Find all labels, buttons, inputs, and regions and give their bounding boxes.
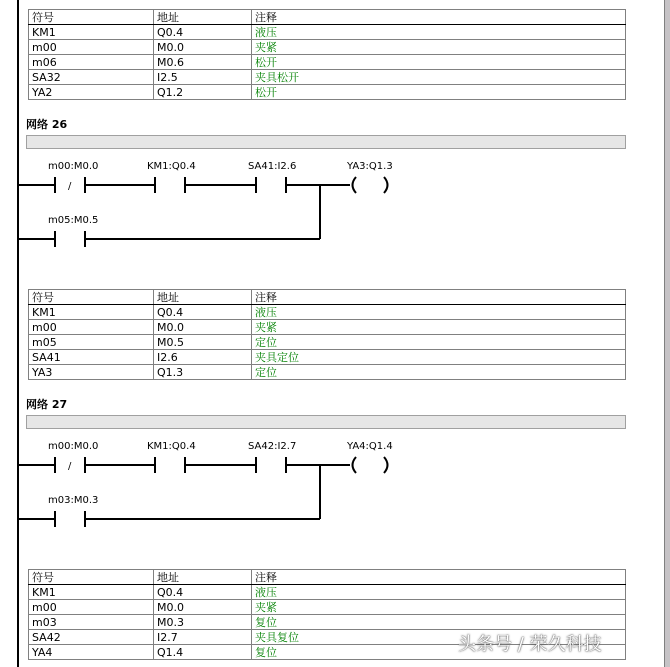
table-row[interactable] xyxy=(29,335,626,350)
contact-label-2: KM1:Q0.4 xyxy=(147,161,196,172)
cell-symbol: SA42 xyxy=(29,630,154,645)
contact-label-1: m00:M0.0 xyxy=(48,441,99,452)
header-address: 地址 xyxy=(154,290,252,305)
header-comment: 注释 xyxy=(252,290,626,305)
table-header-row xyxy=(29,10,626,25)
cell-comment: 复位 xyxy=(252,645,626,660)
coil-label: YA4:Q1.4 xyxy=(347,441,393,452)
table-row[interactable] xyxy=(29,615,626,630)
left-power-rail xyxy=(17,0,19,667)
cell-symbol: m03 xyxy=(29,615,154,630)
cell-address: Q1.2 xyxy=(154,85,252,100)
ladder-rung-26[interactable] xyxy=(0,150,420,260)
coil-right-arc xyxy=(384,457,388,473)
cell-address: Q0.4 xyxy=(154,585,252,600)
ladder-diagram-26 xyxy=(0,150,420,260)
cell-symbol: KM1 xyxy=(29,305,154,320)
table-row[interactable] xyxy=(29,55,626,70)
cell-address: M0.0 xyxy=(154,40,252,55)
cell-address: M0.0 xyxy=(154,320,252,335)
cell-address: Q1.4 xyxy=(154,645,252,660)
symbol-table-1 xyxy=(28,9,626,100)
table-row[interactable] xyxy=(29,365,626,380)
coil-left-arc xyxy=(353,177,357,193)
cell-comment: 夹具松开 xyxy=(252,70,626,85)
network-26-comment-bar[interactable] xyxy=(26,135,626,149)
cell-comment: 松开 xyxy=(252,85,626,100)
table-row[interactable] xyxy=(29,600,626,615)
table-row[interactable] xyxy=(29,350,626,365)
cell-symbol: m00 xyxy=(29,600,154,615)
header-address: 地址 xyxy=(154,570,252,585)
cell-symbol: m00 xyxy=(29,40,154,55)
cell-symbol: SA41 xyxy=(29,350,154,365)
cell-comment: 液压 xyxy=(252,585,626,600)
coil-label: YA3:Q1.3 xyxy=(347,161,393,172)
cell-comment: 夹具复位 xyxy=(252,630,626,645)
watermark-text: 头条号 / 荣久科技 xyxy=(458,634,602,655)
cell-symbol: YA4 xyxy=(29,645,154,660)
contact-label-3: SA41:I2.6 xyxy=(248,161,297,172)
cell-comment: 夹紧 xyxy=(252,320,626,335)
cell-symbol: m00 xyxy=(29,320,154,335)
cell-address: Q0.4 xyxy=(154,25,252,40)
cell-symbol: YA2 xyxy=(29,85,154,100)
table-header-row xyxy=(29,570,626,585)
cell-symbol: KM1 xyxy=(29,585,154,600)
cell-comment: 复位 xyxy=(252,615,626,630)
cell-address: M0.5 xyxy=(154,335,252,350)
cell-comment: 定位 xyxy=(252,365,626,380)
cell-comment: 松开 xyxy=(252,55,626,70)
table-row[interactable] xyxy=(29,320,626,335)
cell-address: M0.6 xyxy=(154,55,252,70)
nc-slash: / xyxy=(68,461,72,472)
cell-address: M0.0 xyxy=(154,600,252,615)
ladder-rung-27[interactable] xyxy=(0,430,420,540)
coil-left-arc xyxy=(353,457,357,473)
header-symbol: 符号 xyxy=(29,10,154,25)
cell-comment: 夹紧 xyxy=(252,600,626,615)
table-row[interactable] xyxy=(29,70,626,85)
cell-comment: 定位 xyxy=(252,335,626,350)
table-header-row xyxy=(29,290,626,305)
cell-address: M0.3 xyxy=(154,615,252,630)
contact-label-2: KM1:Q0.4 xyxy=(147,441,196,452)
cell-address: I2.6 xyxy=(154,350,252,365)
network-26-title[interactable]: 网络 26 xyxy=(26,118,68,131)
network-27-title[interactable]: 网络 27 xyxy=(26,398,68,411)
parallel-contact-label: m03:M0.3 xyxy=(48,495,99,506)
cell-comment: 夹具定位 xyxy=(252,350,626,365)
contact-label-3: SA42:I2.7 xyxy=(248,441,297,452)
cell-comment: 液压 xyxy=(252,25,626,40)
contact-label-1: m00:M0.0 xyxy=(48,161,99,172)
table-row[interactable] xyxy=(29,25,626,40)
parallel-contact-label: m05:M0.5 xyxy=(48,215,99,226)
cell-symbol: YA3 xyxy=(29,365,154,380)
network-27-comment-bar[interactable] xyxy=(26,415,626,429)
table-row[interactable] xyxy=(29,40,626,55)
table-row[interactable] xyxy=(29,305,626,320)
cell-address: Q0.4 xyxy=(154,305,252,320)
cell-address: I2.5 xyxy=(154,70,252,85)
cell-symbol: m06 xyxy=(29,55,154,70)
cell-comment: 夹紧 xyxy=(252,40,626,55)
header-symbol: 符号 xyxy=(29,290,154,305)
header-symbol: 符号 xyxy=(29,570,154,585)
vertical-scrollbar[interactable] xyxy=(664,0,670,667)
header-address: 地址 xyxy=(154,10,252,25)
coil-right-arc xyxy=(384,177,388,193)
table-row[interactable] xyxy=(29,85,626,100)
cell-address: I2.7 xyxy=(154,630,252,645)
cell-comment: 液压 xyxy=(252,305,626,320)
cell-symbol: SA32 xyxy=(29,70,154,85)
header-comment: 注释 xyxy=(252,10,626,25)
cell-symbol: KM1 xyxy=(29,25,154,40)
header-comment: 注释 xyxy=(252,570,626,585)
symbol-table-2 xyxy=(28,289,626,380)
ladder-diagram-27 xyxy=(0,430,420,540)
cell-symbol: m05 xyxy=(29,335,154,350)
table-row[interactable] xyxy=(29,585,626,600)
cell-address: Q1.3 xyxy=(154,365,252,380)
nc-slash: / xyxy=(68,181,72,192)
